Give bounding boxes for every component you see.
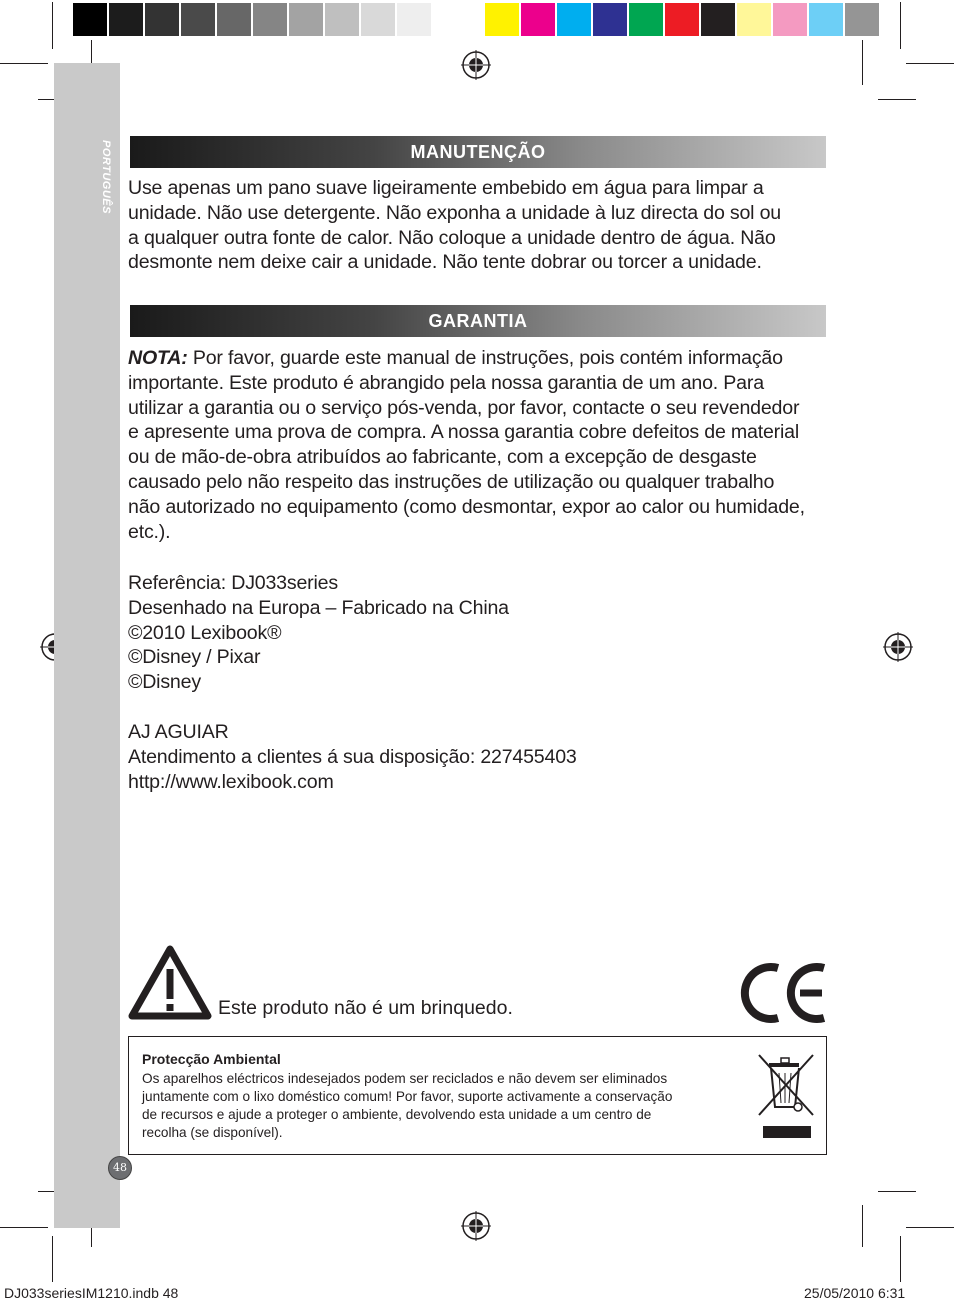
color-swatch (433, 3, 467, 36)
text-line: desmonte nem deixe cair a unidade. Não tente dobrar ou torcer a unidade. (128, 251, 762, 274)
text-line: etc.). (128, 520, 171, 543)
color-swatch (665, 3, 699, 36)
registration-mark-icon (461, 50, 491, 80)
text-line: importante. Este produto é abrangido pela nossa garantia de um ano. Para (128, 371, 764, 394)
registration-mark-icon (461, 1211, 491, 1241)
page-number-badge (108, 1156, 132, 1180)
copyright-disney-pixar: ©Disney / Pixar (128, 646, 261, 669)
color-swatch (289, 3, 323, 36)
color-swatch (773, 3, 807, 36)
crop-mark (900, 2, 901, 49)
text-line: ou de mão-de-obra atribuídos ao fabricante, com a excepção de desgaste (128, 446, 757, 469)
color-swatch (701, 3, 735, 36)
color-swatch (593, 3, 627, 36)
maintenance-header (130, 136, 826, 168)
text-line: não autorizado no equipamento (como desmontar, expor ao calor ou humidade, (128, 495, 805, 518)
color-swatch (361, 3, 395, 36)
text-line: Use apenas um pano suave ligeiramente embebido em água para limpar a (128, 177, 764, 199)
warranty-title: GARANTIA (428, 311, 528, 331)
crossed-bin-icon (755, 1049, 817, 1141)
warranty-header (130, 305, 826, 337)
reference: Referência: DJ033series (128, 572, 338, 594)
made-in: Desenhado na Europa – Fabricado na China (128, 596, 509, 619)
crop-mark (52, 2, 53, 49)
environment-title: Protecção Ambiental (142, 1051, 281, 1067)
color-swatch (181, 3, 215, 36)
text-line: e apresente uma prova de compra. A nossa garantia cobre defeitos de material (128, 421, 799, 444)
color-swatch (629, 3, 663, 36)
copyright-lexibook: ©2010 Lexibook® (128, 621, 282, 644)
crop-mark (862, 40, 863, 85)
environmental-protection-box (128, 1036, 827, 1155)
page-number: 48 (113, 1161, 127, 1174)
crop-mark (878, 99, 916, 100)
support-phone: Atendimento a clientes á sua disposição: 227455403 (128, 745, 577, 768)
footer-date: 25/05/2010 6:31 (804, 1285, 906, 1301)
text-line: recolha (se disponível). (142, 1125, 283, 1140)
color-swatch (145, 3, 179, 36)
text-line: de recursos e ajude a proteger o ambiente, devolvendo esta unidade a um centro de (142, 1107, 652, 1122)
text-line: a qualquer outra fonte de calor. Não coloque a unidade dentro de água. Não (128, 226, 776, 249)
not-a-toy-warning: Este produto não é um brinquedo. (218, 997, 513, 1019)
text-line: Os aparelhos eléctricos indesejados podem ser reciclados e não devem ser eliminados (142, 1071, 668, 1086)
crop-mark (906, 1227, 954, 1228)
registration-mark-icon (883, 632, 913, 662)
color-swatch (737, 3, 771, 36)
maintenance-title: MANUTENÇÃO (410, 142, 546, 162)
crop-mark (0, 1227, 48, 1228)
text-line: juntamente com o lixo doméstico comum! Por favor, suporte activamente a conservação (142, 1089, 673, 1104)
color-swatch (397, 3, 431, 36)
color-swatch (485, 3, 519, 36)
maintenance-text (128, 176, 828, 275)
color-swatch (809, 3, 843, 36)
warning-triangle-icon (128, 945, 212, 1020)
warranty-text (128, 346, 828, 544)
color-swatch (73, 3, 107, 36)
crop-mark (862, 1205, 863, 1247)
text-line: causado pelo não respeito das instruções de utilização ou qualquer trabalho (128, 470, 775, 493)
website-link[interactable]: http://www.lexibook.com (128, 770, 334, 793)
note-text: Por favor, guarde este manual de instruções, pois contém informação (187, 347, 783, 369)
text-line: utilizar a garantia ou o serviço pós-venda, por favor, contacte o seu revendedor (128, 396, 800, 419)
crop-mark (906, 63, 954, 64)
language-label: PORTUGUÊS (100, 140, 112, 214)
color-swatch (521, 3, 555, 36)
text-line: unidade. Não use detergente. Não exponha a unidade à luz directa do sol ou (128, 201, 781, 224)
copyright-disney: ©Disney (128, 671, 201, 694)
color-swatch (109, 3, 143, 36)
color-swatch (217, 3, 251, 36)
note-label: NOTA: (128, 347, 188, 369)
product-info (128, 571, 828, 695)
crop-mark (0, 63, 48, 64)
color-swatch (845, 3, 879, 36)
crop-mark (52, 1236, 53, 1282)
crop-mark (878, 1191, 916, 1192)
crop-mark (900, 1236, 901, 1282)
footer-file-info: DJ033seriesIM1210.indb 48 (4, 1285, 179, 1301)
ce-mark-icon (740, 962, 828, 1024)
contact-info (128, 720, 828, 794)
company-name: AJ AGUIAR (128, 721, 229, 743)
color-swatch (557, 3, 591, 36)
color-swatch (325, 3, 359, 36)
color-swatch (253, 3, 287, 36)
text-line (128, 346, 828, 371)
